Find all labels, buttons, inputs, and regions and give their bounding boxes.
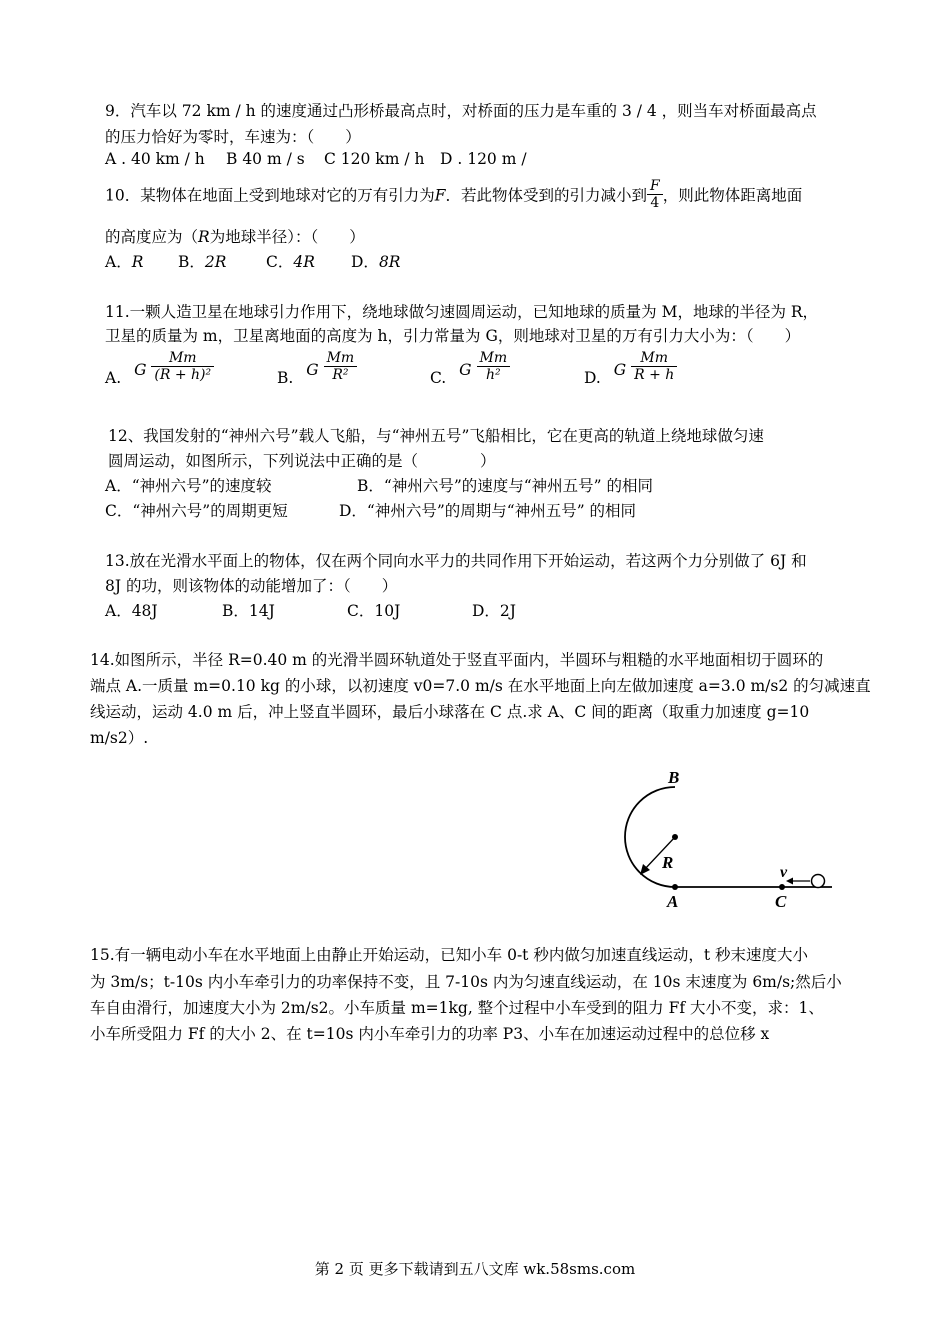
q11-line1: 11.一颗人造卫星在地球引力作用下，绕地球做匀速圆周运动，已知地球的质量为 M，地球的半径为 R， (105, 303, 819, 321)
ball (812, 875, 825, 888)
q13-option-c: C．10J (347, 602, 401, 620)
q15-line3: 车自由滑行，加速度大小为 2m/s2。小车质量 m=1kg, 整个过程中小车受到的阻力 Ff 大小不变，求：1、 (90, 999, 824, 1017)
q9-option-c: C 120 km / h (324, 150, 425, 168)
q10-fraction: $\frac{F}{4}$ (647, 178, 663, 211)
label-v: v (780, 864, 788, 881)
q11-option-a: A. G $\frac{Mm}{\text{(R + h)²}}$ (105, 350, 214, 383)
q13-option-d: D．2J (472, 602, 517, 620)
q14-line2: 端点 A.一质量 m=0.10 kg 的小球，以初速度 v0=7.0 m/s 在水平地面上向左做加速度 a=3.0 m/s2 的匀减速直 (90, 677, 871, 695)
q12-option-d: D．“神州六号”的周期与“神州五号” 的相同 (339, 502, 637, 520)
q12-option-b: B．“神州六号”的速度与“神州五号” 的相同 (357, 477, 654, 495)
q14-line1: 14.如图所示，半径 R=0.40 m 的光滑半圆环轨道处于竖直平面内，半圆环与粗糙的水平地面相切于圆环的 (90, 651, 824, 669)
page-footer: 第 2 页 更多下载请到五八文库 wk.58sms.com (314, 1260, 636, 1278)
q14-line4: m/s2）. (90, 729, 149, 747)
q9-option-a: A . 40 km / h (105, 150, 205, 168)
q9-option-b: B 40 m / s (226, 150, 305, 168)
label-a: A (667, 892, 679, 911)
q9-line1: 9．汽车以 72 km / h 的速度通过凸形桥最高点时，对桥面的压力是车重的 3 / 4 ，则当车对桥面最高点 (105, 102, 817, 120)
q10-option-b: B．2R (178, 253, 227, 271)
label-r: R (662, 853, 674, 872)
q15-line4: 小车所受阻力 Ff 的大小 2、在 t=10s 内小车牵引力的功率 P3、小车在加速运动过程中的总位移 x (90, 1025, 770, 1043)
q12-option-c: C．“神州六号”的周期更短 (105, 502, 288, 520)
q13-line2: 8J 的功，则该物体的动能增加了：（ ） (105, 577, 398, 595)
point-c (779, 884, 785, 890)
semicircle-track-diagram (600, 760, 850, 920)
q10-line2: 的高度应为（R为地球半径）：（ ） (105, 228, 365, 246)
q13-option-a: A．48J (105, 602, 158, 620)
label-c: C (775, 892, 787, 911)
q15-line2: 为 3m/s；t-10s 内小车牵引力的功率保持不变，且 7-10s 内为匀速直线运动，在 10s 末速度为 6m/s;然后小 (90, 973, 842, 991)
q10-text-mid: ．若此物体受到的引力减小到 (445, 186, 648, 205)
q14-line3: 线运动，运动 4.0 m 后，冲上竖直半圆环，最后小球落在 C 点.求 A、C 间的距离（取重力加速度 g=10 (90, 703, 810, 721)
q10-line1 (105, 180, 802, 213)
point-a (672, 884, 678, 890)
q12-line2: 圆周运动，如图所示，下列说法中正确的是（ ） (108, 452, 496, 470)
q10-option-a: A．R (105, 253, 144, 271)
label-b: B (668, 768, 680, 787)
q10-option-c: C．4R (266, 253, 315, 271)
q11-option-b: B. G $\frac{Mm}{\text{R²}}$ (277, 350, 357, 383)
q9-line2: 的压力恰好为零时，车速为：（ ） (105, 128, 361, 146)
q13-line1: 13.放在光滑水平面上的物体，仅在两个同向水平力的共同作用下开始运动，若这两个力分别做了 6J 和 (105, 552, 807, 570)
q9-option-d: D . 120 m / (440, 150, 527, 168)
q10-text-post: ，则此物体距离地面 (662, 186, 803, 205)
semicircle-arc (625, 787, 675, 887)
q13-option-b: B．14J (222, 602, 275, 620)
q10-option-d: D．8R (351, 253, 401, 271)
q12-option-a: A．“神州六号”的速度较 (105, 477, 272, 495)
q11-option-c: C. G $\frac{Mm}{\text{h²}}$ (430, 350, 510, 383)
q11-option-d: D. G $\frac{Mm}{R + h}$ (584, 350, 677, 383)
q12-line1: 12、我国发射的“神州六号”载人飞船，与“神州五号”飞船相比，它在更高的轨道上绕地球做匀速 (108, 427, 764, 445)
q10-F: F (434, 186, 446, 205)
q10-text-pre: 10．某物体在地面上受到地球对它的万有引力为 (105, 186, 435, 205)
q15-line1: 15.有一辆电动小车在水平地面上由静止开始运动，已知小车 0-t 秒内做匀加速直线运动，t 秒末速度大小 (90, 946, 808, 964)
q11-line2: 卫星的质量为 m，卫星离地面的高度为 h，引力常量为 G，则地球对卫星的万有引力大小为：（ ） (105, 327, 801, 345)
